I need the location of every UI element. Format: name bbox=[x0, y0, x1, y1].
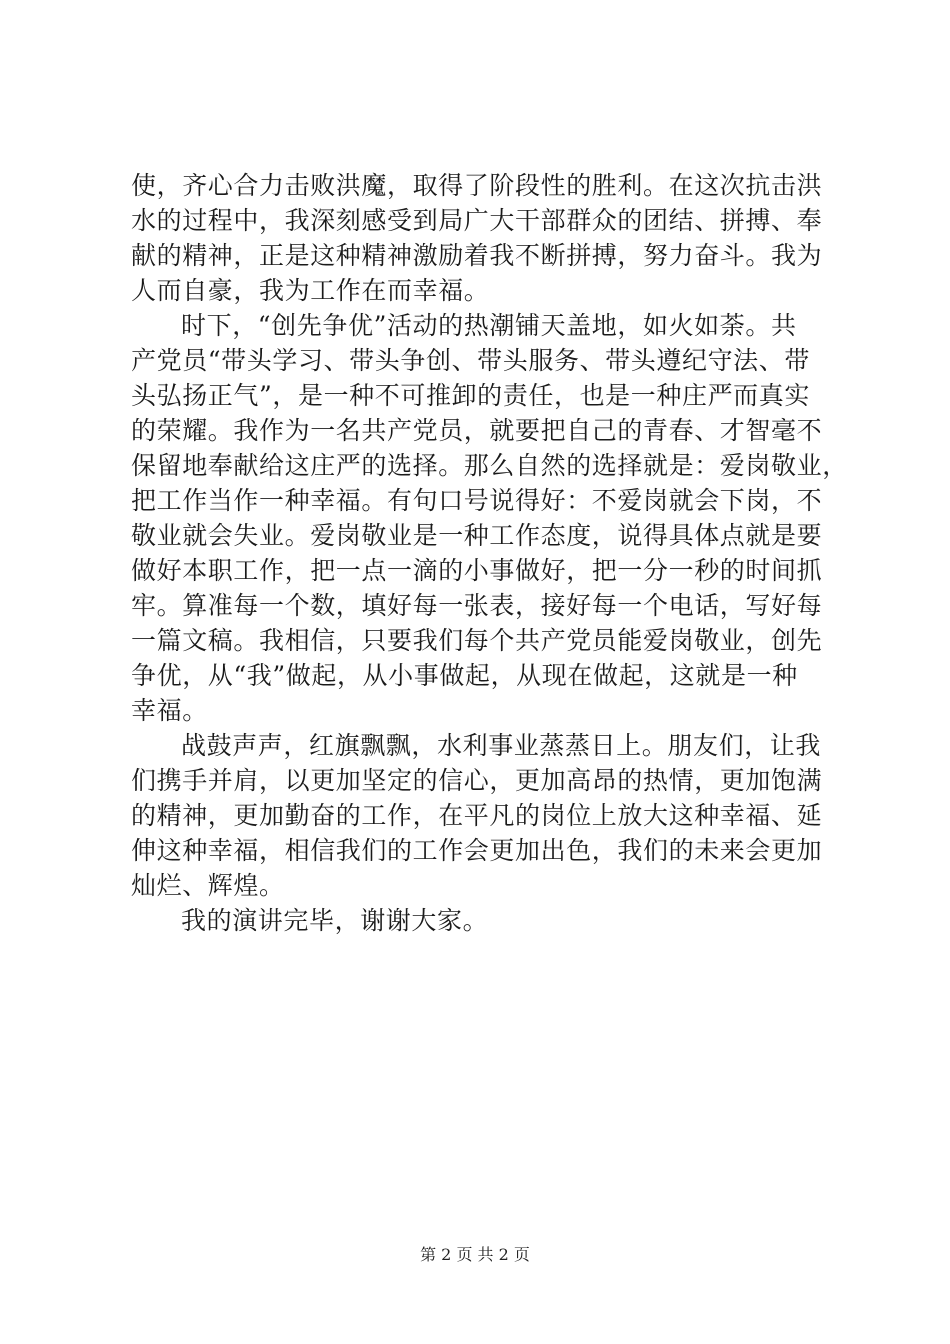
text-line: 灿烂、辉煌。 bbox=[131, 871, 285, 900]
page-footer bbox=[0, 1245, 950, 1265]
text-line: 使，齐心合力击败洪魔，取得了阶段性的胜利。在这次抗击洪 bbox=[131, 171, 823, 200]
text-line: 牢。算准每一个数，填好每一张表，接好每一个电话，写好每 bbox=[131, 591, 823, 620]
text-line: 头弘扬正气”，是一种不可推卸的责任，也是一种庄严而真实 bbox=[131, 381, 810, 410]
text-line: 争优，从“我”做起，从小事做起，从现在做起，这就是一种 bbox=[131, 661, 798, 690]
paragraph-start-line: 战鼓声声，红旗飘飘，水利事业蒸蒸日上。朋友们，让我 bbox=[181, 731, 822, 760]
text-line: 们携手并肩，以更加坚定的信心，更加高昂的热情，更加饱满 bbox=[131, 766, 823, 795]
text-line: 敬业就会失业。爱岗敬业是一种工作态度，说得具体点就是要 bbox=[131, 521, 823, 550]
text-line: 人而自豪，我为工作在而幸福。 bbox=[131, 276, 490, 305]
text-line: 幸福。 bbox=[131, 696, 208, 725]
paragraph-start-line: 我的演讲完毕，谢谢大家。 bbox=[181, 906, 489, 935]
body-text bbox=[131, 168, 848, 938]
text-line: 伸这种幸福，相信我们的工作会更加出色，我们的未来会更加 bbox=[131, 836, 823, 865]
text-line: 保留地奉献给这庄严的选择。那么自然的选择就是：爱岗敬业， bbox=[131, 451, 848, 480]
text-line: 产党员“带头学习、带头争创、带头服务、带头遵纪守法、带 bbox=[131, 346, 810, 375]
paragraph-start-line: 时下，“创先争优”活动的热潮铺天盖地，如火如荼。共 bbox=[181, 311, 797, 340]
text-line: 的荣耀。我作为一名共产党员，就要把自己的青春、才智毫不 bbox=[131, 416, 823, 445]
text-line: 水的过程中，我深刻感受到局广大干部群众的团结、拼搏、奉 bbox=[131, 206, 823, 235]
page-number: 第 2 页 共 2 页 bbox=[420, 1245, 530, 1264]
text-line: 献的精神，正是这种精神激励着我不断拼搏，努力奋斗。我为 bbox=[131, 241, 823, 270]
text-line: 做好本职工作，把一点一滴的小事做好，把一分一秒的时间抓 bbox=[131, 556, 823, 585]
text-line: 一篇文稿。我相信，只要我们每个共产党员能爱岗敬业，创先 bbox=[131, 626, 823, 655]
text-line: 把工作当作一种幸福。有句口号说得好：不爱岗就会下岗，不 bbox=[131, 486, 823, 515]
text-line: 的精神，更加勤奋的工作，在平凡的岗位上放大这种幸福、延 bbox=[131, 801, 823, 830]
